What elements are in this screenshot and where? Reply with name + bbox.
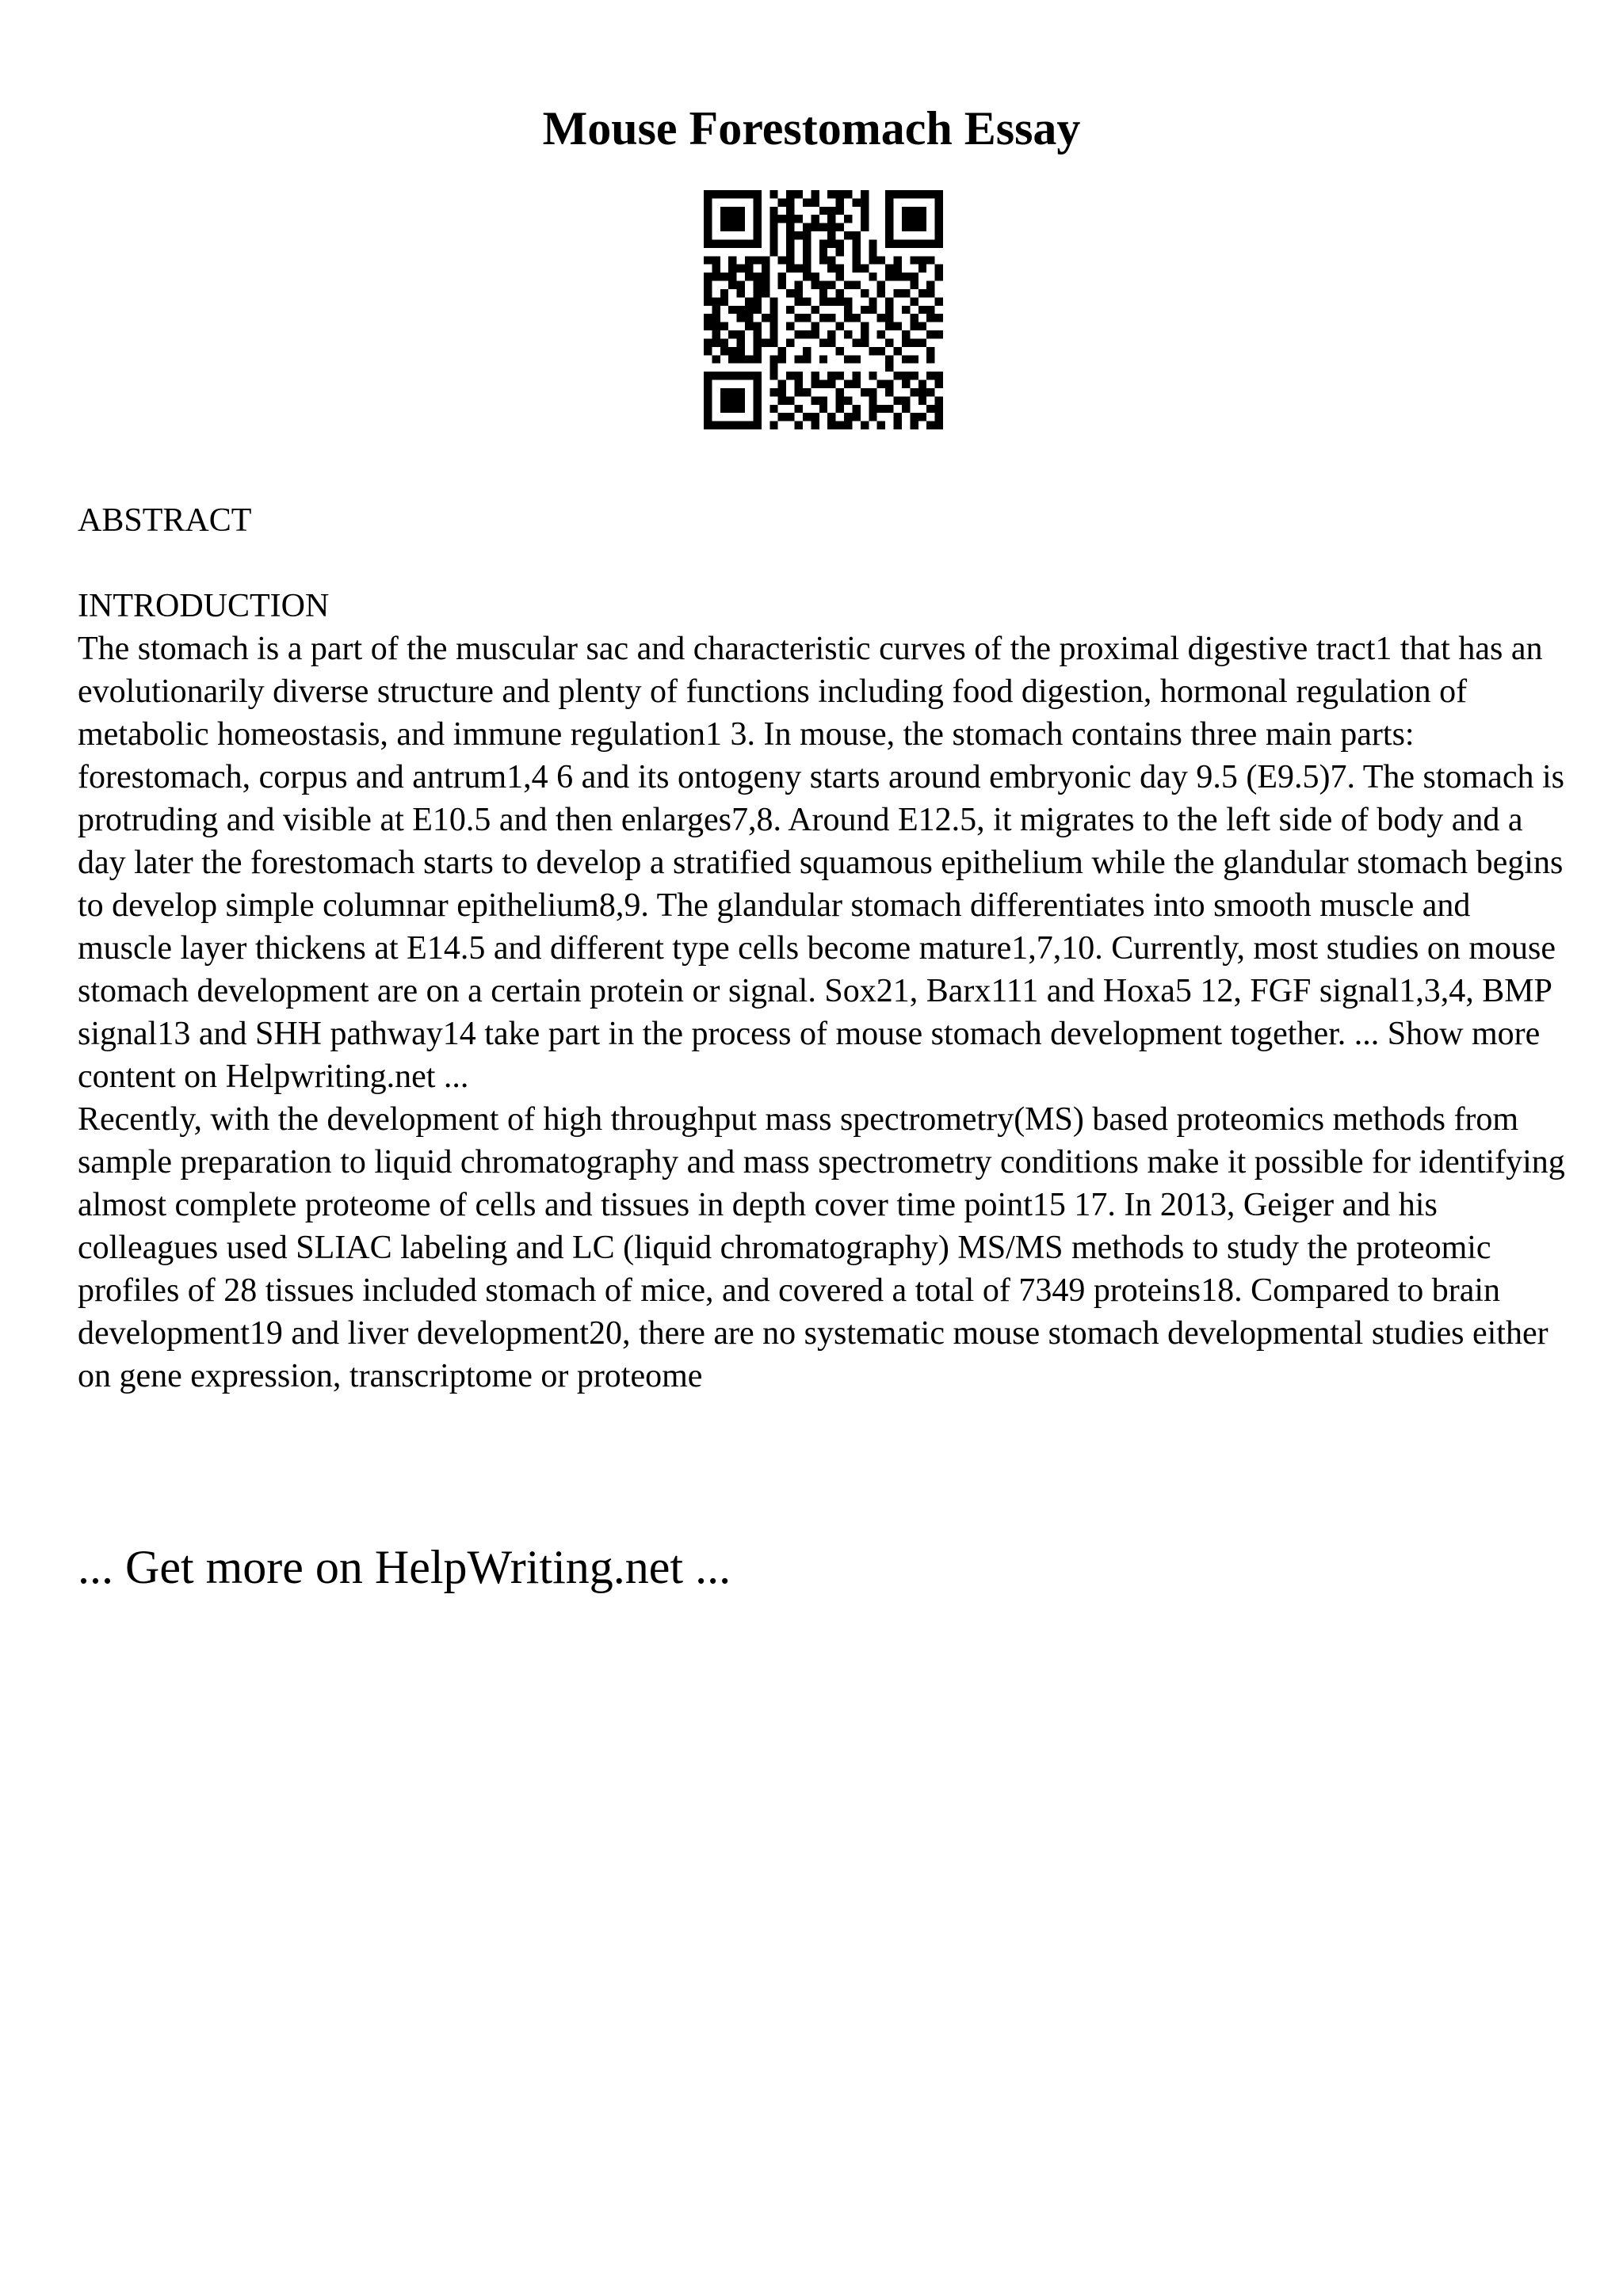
heading-introduction: INTRODUCTION (78, 588, 330, 624)
get-more-link[interactable]: ... Get more on HelpWriting.net ... (78, 1541, 731, 1593)
qr-code-graphic (704, 190, 943, 429)
page-title: Mouse Forestomach Essay (542, 102, 1081, 154)
qr-code-icon[interactable] (704, 190, 943, 429)
heading-abstract: ABSTRACT (78, 502, 252, 539)
essay-body (78, 499, 1568, 1398)
paragraph-introduction-2: Recently, with the development of high throughput mass spectrometry(MS) based proteomics methods from sample preparation to liquid chromatography and mass spectrometry conditions make it possible for identifying almost complete proteome of cells and tissues in depth cover time point15 17. In 2013, Geiger and his colleagues used SLIAC labeling and LC (liquid chromatography) MS/MS methods to study the proteomic profiles of 28 tissues included stomach of mice, and covered a total of 7349 proteins18. Compared to brain development19 and liver development20, there are no systematic mouse stomach developmental studies either on gene expression, transcriptome or proteome (78, 1101, 1565, 1394)
paragraph-introduction-1: The stomach is a part of the muscular sac and characteristic curves of the proximal digestive tract1 that has an evolutionarily diverse structure and plenty of functions including food digestion, hormonal regulation of metabolic homeostasis, and immune regulation1 3. In mouse, the stomach contains three main parts: forestomach, corpus and antrum1,4 6 and its ontogeny starts around embryonic day 9.5 (E9.5)7. The stomach is protruding and visible at E10.5 and then enlarges7,8. Around E12.5, it migrates to the left side of body and a day later the forestomach starts to develop a stratified squamous epithelium while the glandular stomach begins to develop simple columnar epithelium8,9. The glandular stomach differentiates into smooth muscle and muscle layer thickens at E14.5 and different type cells become mature1,7,10. Currently, most studies on mouse stomach development are on a certain protein or signal. Sox21, Barx111 and Hoxa5 12, FGF signal1,3,4, BMP signal13 and SHH pathway14 take part in the process of mouse stomach development together. ... Show more content on Helpwriting.net ... (78, 631, 1564, 1095)
